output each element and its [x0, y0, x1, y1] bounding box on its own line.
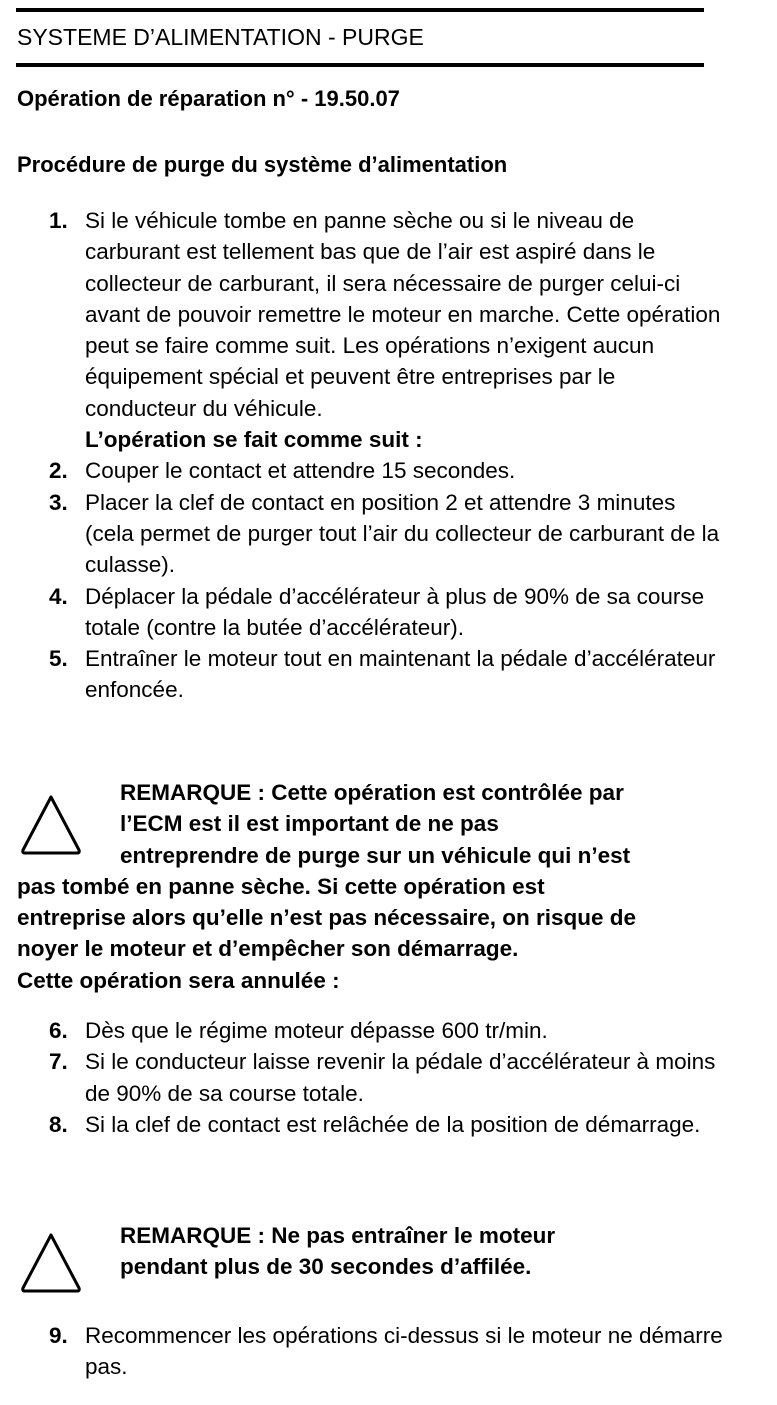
- list-item: [0, 643, 725, 706]
- step-text: Recommencer les opérations ci-dessus si le moteur ne démarre pas.: [85, 1323, 723, 1380]
- note-line: l’ECM est il est important de ne pas: [120, 811, 499, 837]
- step-text: Si le véhicule tombe en panne sèche ou si le niveau de carburant est tellement bas que de l’air est aspiré dans le collecteur de carburant, il sera nécessaire de purger celui-ci avant de pouvoir remettre le moteur en marche. Cette opération peut se faire comme suit. Les opérations n’exigent aucun équipement spécial et peuvent être entreprises par le conducteur du véhicule.: [85, 208, 721, 421]
- header-rule-bottom: [16, 63, 704, 67]
- step-text: Entraîner le moteur tout en maintenant la pédale d’accélérateur enfoncée.: [85, 646, 716, 703]
- note-line: entreprendre de purge sur un véhicule qui n’est: [120, 842, 631, 868]
- step-number: 1.: [49, 208, 68, 233]
- list-item: [0, 1046, 725, 1109]
- note-followup: Cette opération sera annulée :: [17, 967, 340, 993]
- step-number: 6.: [49, 1018, 68, 1043]
- step-text: Couper le contact et attendre 15 secondes.: [85, 458, 516, 484]
- step-number: 7.: [49, 1049, 68, 1075]
- step-subheading: L’opération se fait comme suit :: [85, 427, 423, 453]
- procedure-heading: Procédure de purge du système d’alimentation: [17, 152, 508, 177]
- step-text: Déplacer la pédale d’accélérateur à plus de 90% de sa course totale (contre la butée d’accélérateur).: [85, 583, 705, 640]
- list-item: [0, 581, 725, 644]
- list-item: [0, 1015, 725, 1046]
- steps-list-part2: [0, 1015, 777, 1140]
- step-number: 9.: [49, 1323, 68, 1348]
- steps-list-part1: [0, 205, 777, 706]
- step-text: Si la clef de contact est relâchée de la position de démarrage.: [85, 1111, 701, 1137]
- steps-list-part3: [0, 1320, 777, 1383]
- step-number: 3.: [49, 489, 68, 515]
- note-continuation: pas tombé en panne sèche. Si cette opération est entreprise alors qu’elle n’est pas nécessaire, on risque de noyer le moteur et d’empêcher son démarrage.: [17, 873, 637, 962]
- list-item: [0, 1109, 725, 1140]
- note-line: REMARQUE : Ne pas entraîner le moteur: [120, 1223, 556, 1248]
- step-number: 2.: [49, 458, 68, 484]
- step-number: 5.: [49, 646, 68, 672]
- note-remarque-cranking: [17, 1220, 717, 1283]
- note-line: pendant plus de 30 secondes d’affilée.: [120, 1254, 532, 1280]
- step-text: Dès que le régime moteur dépasse 600 tr/min.: [85, 1018, 548, 1043]
- step-number: 8.: [49, 1111, 68, 1137]
- list-item: [0, 1320, 725, 1383]
- page-title: SYSTEME D’ALIMENTATION - PURGE: [17, 24, 424, 50]
- list-item: [0, 487, 725, 581]
- step-number: 4.: [49, 583, 68, 609]
- note-remarque-ecm: [17, 777, 717, 996]
- step-text: Si le conducteur laisse revenir la pédale d’accélérateur à moins de 90% de sa course totale.: [85, 1049, 716, 1106]
- header-rule-top: [16, 8, 704, 12]
- note-line: REMARQUE : Cette opération est contrôlée par: [120, 780, 624, 805]
- step-text: Placer la clef de contact en position 2 et attendre 3 minutes (cela permet de purger tout l’air du collecteur de carburant de la culasse).: [85, 489, 720, 578]
- list-item: [0, 455, 725, 486]
- list-item: [0, 205, 725, 455]
- operation-number-heading: Opération de réparation n° - 19.50.07: [17, 86, 400, 111]
